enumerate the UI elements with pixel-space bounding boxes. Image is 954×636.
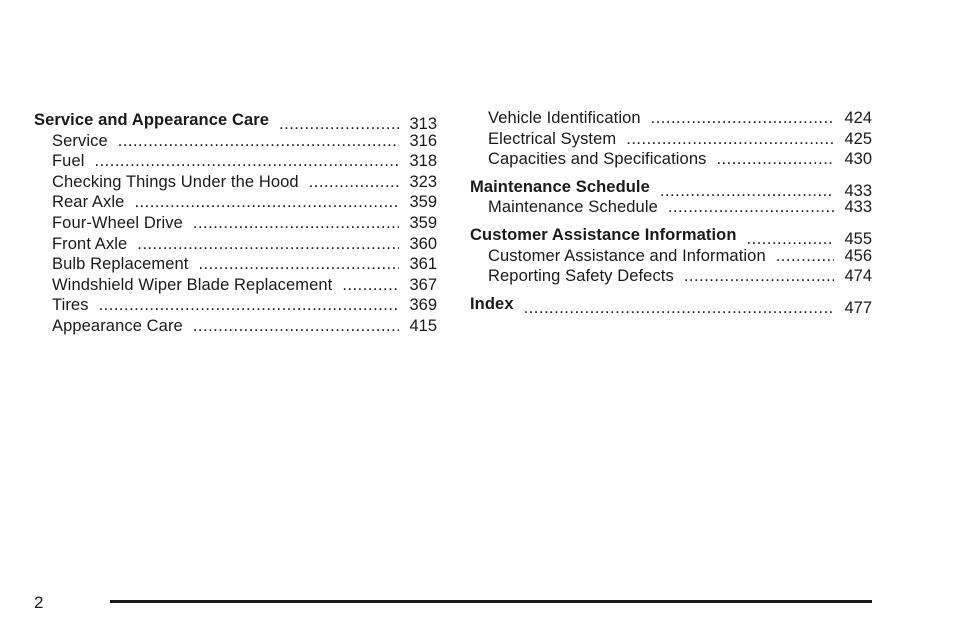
toc-entry-page: 359 (409, 213, 437, 232)
dot-leader (134, 192, 399, 213)
toc-entry-label: Front Axle (52, 234, 128, 253)
toc-entry-maintenance-schedule-heading[interactable] (470, 177, 872, 198)
toc-entry-page: 474 (844, 267, 872, 286)
toc-entry-electrical-system[interactable] (470, 129, 872, 150)
toc-entry-page: 424 (844, 109, 872, 127)
toc-entry-checking-things-under-the-hood[interactable] (34, 172, 437, 193)
toc-entry-label: Service (52, 131, 108, 150)
dot-leader (684, 266, 834, 287)
toc-entry-label: Customer Assistance Information (470, 225, 737, 244)
toc-entry-label: Customer Assistance and Information (488, 246, 766, 265)
toc-entry-page: 430 (844, 150, 872, 169)
toc-entry-fuel[interactable] (34, 151, 437, 172)
toc-entry-page: 425 (844, 129, 872, 148)
toc-entry-page: 433 (844, 181, 872, 200)
toc-entry-page: 318 (409, 152, 437, 171)
toc-left-column (34, 108, 437, 337)
toc-entry-label: Rear Axle (52, 193, 125, 212)
dot-leader (198, 254, 399, 275)
dot-leader (309, 172, 399, 193)
dot-leader (193, 213, 399, 234)
toc-entry-service-and-appearance-care[interactable] (34, 110, 437, 131)
toc-entry-label: Maintenance Schedule (488, 198, 658, 217)
toc-entry-front-axle[interactable] (34, 234, 437, 255)
toc-entry-customer-assistance-information-heading[interactable] (470, 225, 872, 246)
dot-leader (279, 114, 399, 135)
toc-entry-page: 455 (844, 229, 872, 248)
dot-leader (651, 108, 834, 129)
toc-entry-label: Index (470, 294, 514, 313)
toc-entry-label: Maintenance Schedule (470, 177, 650, 196)
toc-entry-label: Appearance Care (52, 316, 183, 335)
footer-rule (110, 600, 872, 603)
toc-entry-windshield-wiper-blade-replacement[interactable] (34, 275, 437, 296)
toc-entry-label: Windshield Wiper Blade Replacement (52, 275, 333, 294)
toc-right-column (470, 108, 872, 317)
dot-leader (193, 316, 399, 337)
toc-entry-label: Four-Wheel Drive (52, 213, 183, 232)
toc-entry-bulb-replacement[interactable] (34, 254, 437, 275)
toc-entry-appearance-care[interactable] (34, 316, 437, 337)
toc-entry-page: 360 (409, 234, 437, 253)
dot-leader (95, 151, 400, 172)
toc-entry-four-wheel-drive[interactable] (34, 213, 437, 234)
dot-leader (747, 229, 834, 250)
toc-entry-index[interactable] (470, 294, 872, 315)
toc-entry-tires[interactable] (34, 295, 437, 316)
toc-entry-page: 323 (409, 172, 437, 191)
toc-entry-label: Tires (52, 296, 89, 315)
toc-entry-label: Service and Appearance Care (34, 111, 270, 129)
toc-entry-rear-axle[interactable] (34, 192, 437, 213)
toc-entry-page: 477 (844, 298, 872, 317)
toc-entry-page: 415 (409, 316, 437, 335)
toc-entry-label: Bulb Replacement (52, 255, 189, 274)
dot-leader (342, 275, 399, 296)
toc-entry-label: Fuel (52, 152, 85, 171)
toc-entry-label: Reporting Safety Defects (488, 267, 674, 286)
toc-entry-page: 359 (409, 193, 437, 212)
toc-entry-page: 316 (409, 131, 437, 150)
toc-entry-page: 361 (409, 255, 437, 274)
dot-leader (716, 149, 834, 170)
dot-leader (660, 181, 834, 202)
toc-entry-label: Vehicle Identification (488, 109, 641, 127)
toc-entry-page: 456 (844, 246, 872, 265)
dot-leader (99, 295, 399, 316)
toc-entry-page: 367 (409, 275, 437, 294)
toc-entry-reporting-safety-defects[interactable] (470, 266, 872, 287)
dot-leader (626, 129, 834, 150)
toc-entry-capacities-and-specifications[interactable] (470, 149, 872, 170)
dot-leader (137, 234, 399, 255)
toc-entry-page: 369 (409, 296, 437, 315)
toc-entry-vehicle-identification[interactable] (470, 108, 872, 129)
footer-page-number: 2 (34, 593, 44, 612)
toc-entry-page: 313 (409, 115, 437, 133)
toc-entry-label: Checking Things Under the Hood (52, 172, 299, 191)
toc-entry-label: Electrical System (488, 129, 617, 148)
toc-entry-page: 433 (844, 198, 872, 217)
dot-leader (524, 298, 834, 319)
toc-entry-label: Capacities and Specifications (488, 150, 707, 169)
